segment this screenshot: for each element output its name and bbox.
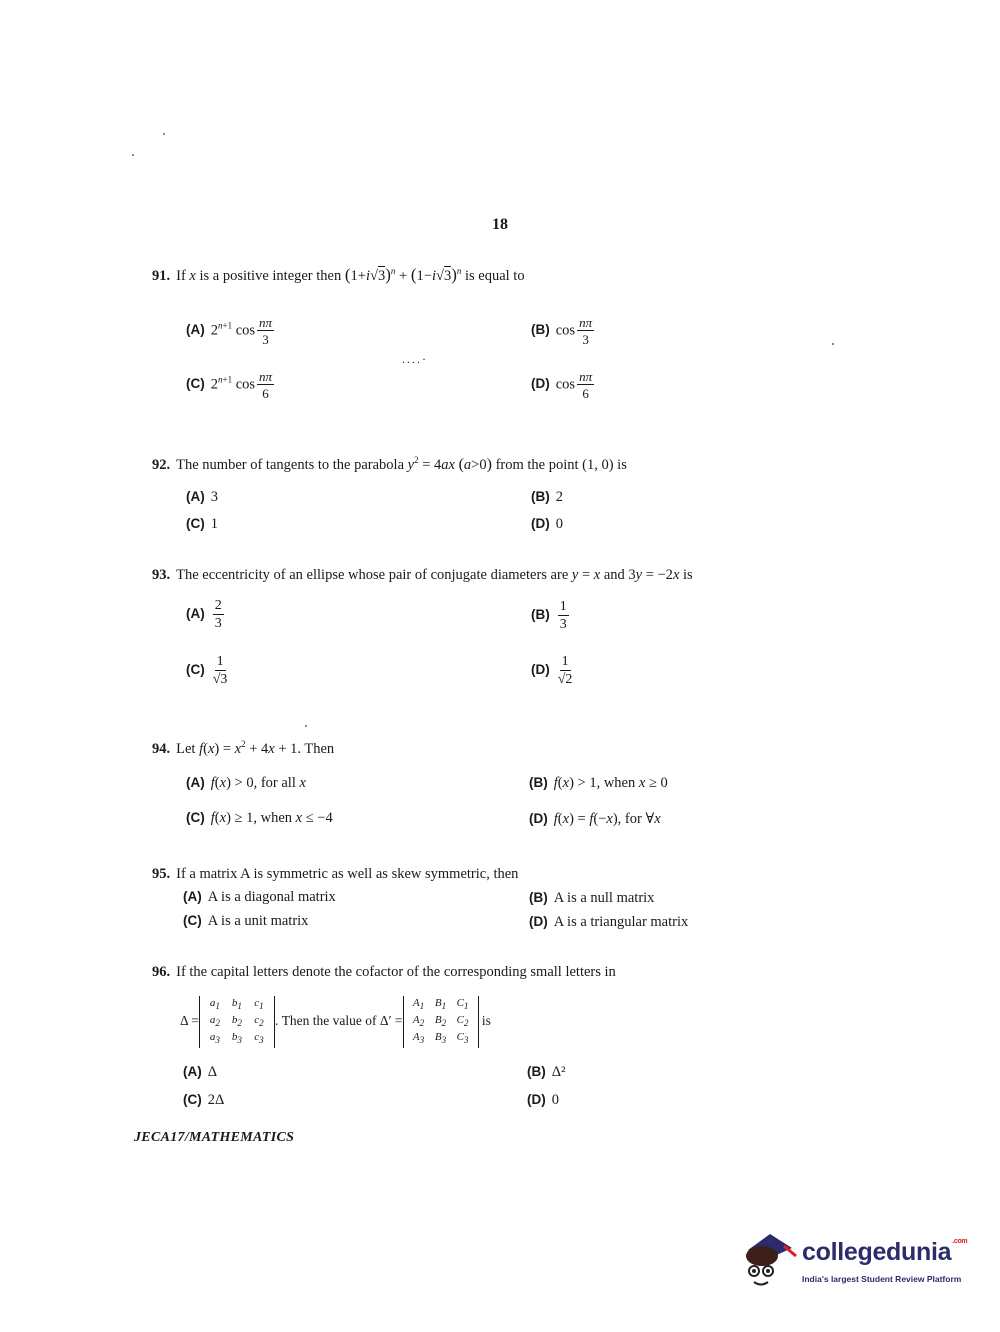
option-label: (D) xyxy=(531,516,550,531)
option-94-a[interactable]: (A) f(x) > 0, for all x xyxy=(186,775,306,791)
question-number: 91. xyxy=(152,268,171,284)
frac-den: 6 xyxy=(582,386,589,401)
question-text: The eccentricity of an ellipse whose pair of conjugate diameters are xyxy=(176,567,569,583)
option-text: 1 xyxy=(210,516,218,532)
option-94-b[interactable]: (B) f(x) > 1, when x ≥ 0 xyxy=(529,775,668,791)
frac-den: 3 xyxy=(262,332,269,347)
frac-num: nπ xyxy=(259,369,273,384)
option-93-c[interactable] xyxy=(186,655,229,687)
option-label: (B) xyxy=(529,775,548,790)
option-91-d[interactable] xyxy=(531,370,596,400)
question-96 xyxy=(152,964,616,981)
page-number: 18 xyxy=(492,216,508,233)
option-text: for all xyxy=(260,775,296,791)
option-text: Δ xyxy=(207,1064,218,1080)
option-95-d[interactable] xyxy=(529,914,688,931)
stray-dots: ....· xyxy=(402,352,428,366)
option-96-b[interactable] xyxy=(527,1064,565,1081)
question-text: from the point (1, 0) is xyxy=(495,456,627,473)
option-text: A is a triangular matrix xyxy=(553,914,689,930)
logo-wordmark xyxy=(802,1238,967,1267)
question-number: 96. xyxy=(152,964,171,980)
question-text: If a matrix A is symmetric as well as skew symmetric, then xyxy=(176,866,519,882)
option-label: (C) xyxy=(186,516,205,531)
option-91-a[interactable]: (A) $2^{n+1}$ cos $\frac{n\pi}{3}$ xyxy=(186,315,273,347)
option-label: (C) xyxy=(183,1092,202,1107)
question-text: is xyxy=(481,1012,491,1028)
logo-tagline: India's largest Student Review Platform xyxy=(802,1274,962,1284)
cos-text: cos xyxy=(555,322,576,339)
option-95-a[interactable] xyxy=(183,889,336,906)
option-text: 2Δ xyxy=(207,1092,225,1108)
option-text: 2 xyxy=(555,489,563,505)
question-text: If the capital letters denote the cofactor of the corresponding small letters in xyxy=(176,964,616,980)
option-text: 0 xyxy=(551,1092,559,1108)
cos-text: cos xyxy=(235,322,256,339)
frac-num: nπ xyxy=(259,315,273,330)
footer-paper-code: JECA17/MATHEMATICS xyxy=(134,1130,295,1145)
option-text: 0 xyxy=(555,516,563,532)
frac-num: nπ xyxy=(579,315,593,330)
option-92-d[interactable] xyxy=(531,516,563,533)
option-text: A is a null matrix xyxy=(553,890,655,906)
question-number: 93. xyxy=(152,567,171,583)
option-label: (C) xyxy=(186,376,205,392)
question-text: is equal to xyxy=(464,268,525,284)
option-label: (A) xyxy=(186,489,205,504)
option-96-c[interactable] xyxy=(183,1092,224,1109)
frac-den: √3 xyxy=(212,672,228,687)
frac-den: 3 xyxy=(214,616,222,631)
frac-num: 1 xyxy=(561,654,569,669)
option-92-a[interactable] xyxy=(186,489,218,506)
speck xyxy=(832,343,834,345)
option-label: (D) xyxy=(527,1092,546,1107)
frac-den: 3 xyxy=(559,617,567,632)
option-93-a[interactable] xyxy=(186,599,226,631)
question-number: 95. xyxy=(152,866,171,882)
question-93: 93. The eccentricity of an ellipse whose pair of conjugate diameters are y = x and 3y = −2x is xyxy=(152,567,693,583)
frac-num: 2 xyxy=(214,598,222,613)
option-label: (D) xyxy=(531,376,550,392)
question-number: 92. xyxy=(152,456,171,473)
speck xyxy=(305,725,307,727)
option-label: (B) xyxy=(531,322,550,338)
question-text: is a positive integer then xyxy=(199,268,342,284)
option-label: (A) xyxy=(186,322,205,338)
question-text: and xyxy=(603,567,625,583)
speck xyxy=(132,154,134,156)
mascot-icon xyxy=(740,1228,800,1294)
option-text: for xyxy=(624,811,642,827)
option-94-d[interactable]: (D) f(x) = f(−x), for ∀x xyxy=(529,811,661,827)
option-text: A is a unit matrix xyxy=(207,913,309,929)
option-text: when xyxy=(603,775,636,791)
speck xyxy=(163,133,165,135)
option-93-b[interactable] xyxy=(531,600,571,632)
frac-den: 6 xyxy=(262,386,269,401)
frac-den: 3 xyxy=(582,332,589,347)
question-text: Let xyxy=(176,740,196,757)
determinant-delta: $a_1$ $b_1$ $c_1$ $a_2$ $b_2$ $c_2$ $a_3$ $b_3$ $c_3$ xyxy=(199,996,275,1048)
option-label: (B) xyxy=(529,890,548,905)
option-label: (C) xyxy=(186,662,205,678)
cos-text: cos xyxy=(555,376,576,393)
question-text: If xyxy=(176,268,186,284)
question-94: 94. Let $f(x) = x^2 + 4x + 1$. Then xyxy=(152,739,335,757)
question-number: 94. xyxy=(152,740,171,757)
option-label: (A) xyxy=(186,775,205,790)
determinant-expression: Δ = $a_1$ $b_1$ $c_1$ $a_2$ $b_2$ $c_2$ $a_3$ $b_3$ $c_3$ . Then the value of Δ′ = $A_1$ $B_1$ $C_1$ $A_2$ $B_2$ $C_2$ $A_3$ $B_3$ $C_3$ is xyxy=(180,997,491,1046)
option-text: A is a diagonal matrix xyxy=(207,889,336,905)
frac-num: nπ xyxy=(579,369,593,384)
frac-num: 1 xyxy=(559,599,567,614)
question-text: . Then xyxy=(297,740,335,757)
option-text: when xyxy=(260,810,293,826)
option-label: (B) xyxy=(531,607,550,623)
option-text: Δ² xyxy=(551,1064,566,1080)
frac-den: √2 xyxy=(557,672,573,687)
option-label: (B) xyxy=(527,1064,546,1079)
option-91-b[interactable] xyxy=(531,316,596,346)
option-95-b[interactable] xyxy=(529,890,654,907)
question-95 xyxy=(152,866,518,883)
option-label: (A) xyxy=(183,1064,202,1079)
option-92-b[interactable] xyxy=(531,489,563,506)
option-91-c[interactable]: (C) $2^{n+1}$ cos $\frac{n\pi}{6}$ xyxy=(186,369,273,401)
question-92: 92. The number of tangents to the parabola $y^2 = 4ax$ (a>0) from the point (1, 0) is xyxy=(152,455,627,473)
cos-text: cos xyxy=(235,376,256,393)
option-96-a[interactable] xyxy=(183,1064,217,1081)
option-94-c[interactable]: (C) f(x) ≥ 1, when x ≤ −4 xyxy=(186,810,333,826)
determinant-delta-prime: $A_1$ $B_1$ $C_1$ $A_2$ $B_2$ $C_2$ $A_3$ $B_3$ $C_3$ xyxy=(403,996,479,1048)
option-label: (A) xyxy=(183,889,202,904)
option-label: (D) xyxy=(529,811,548,826)
logo-name: collegedunia xyxy=(802,1238,952,1266)
option-92-c[interactable] xyxy=(186,516,218,533)
question-text: . Then the value of xyxy=(274,1012,377,1028)
option-label: (D) xyxy=(529,914,548,929)
option-96-d[interactable] xyxy=(527,1092,559,1109)
question-text: The number of tangents to the parabola xyxy=(176,456,405,473)
frac-num: 1 xyxy=(216,654,224,669)
option-text: 3 xyxy=(210,489,218,505)
option-label: (C) xyxy=(186,810,205,825)
option-95-c[interactable] xyxy=(183,913,308,930)
collegedunia-logo[interactable] xyxy=(740,1228,970,1298)
option-label: (B) xyxy=(531,489,550,504)
logo-suffix: .com xyxy=(952,1238,968,1245)
question-91: 91. If x is a positive integer then $(1+i√3)^n + (1-i√3)^n$ is equal to xyxy=(152,265,525,284)
question-text: is xyxy=(683,567,693,583)
option-93-d[interactable] xyxy=(531,655,574,687)
option-label: (C) xyxy=(183,913,202,928)
option-label: (A) xyxy=(186,606,205,622)
option-label: (D) xyxy=(531,662,550,678)
